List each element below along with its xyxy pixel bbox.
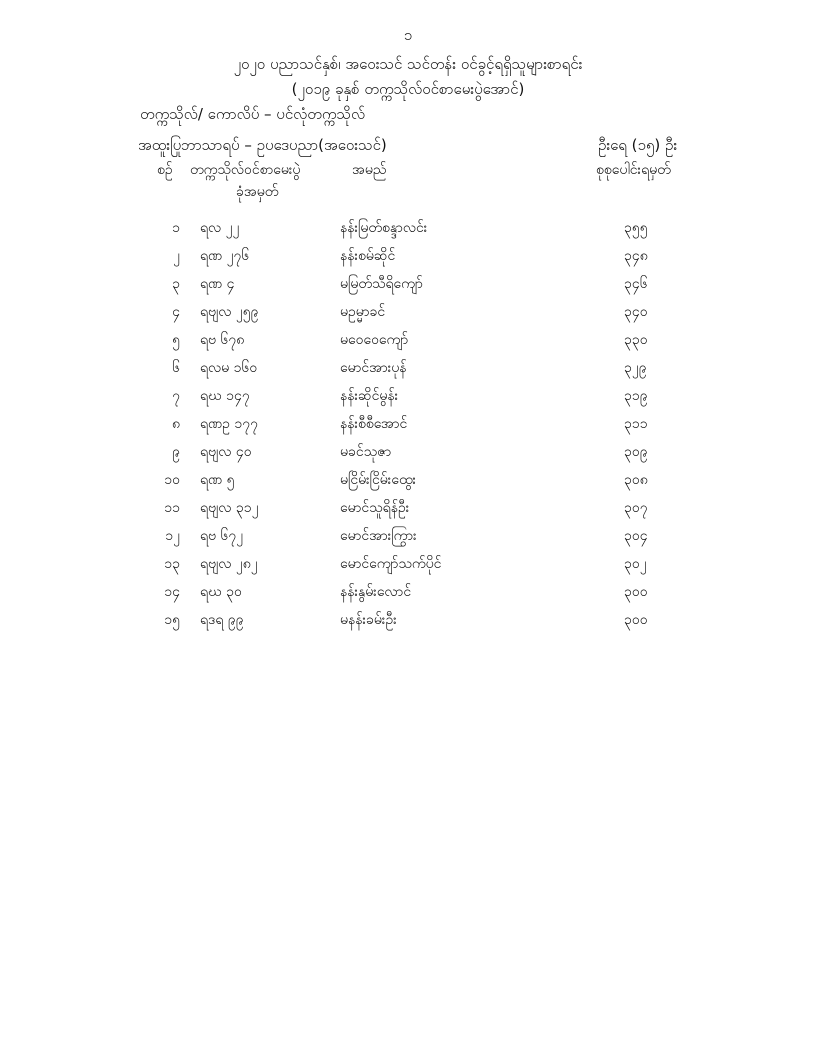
row-roll: ရဃ ၁၄၇ (200, 388, 250, 404)
document-subtitle: (၂၀၁၉ ခုနှစ် တက္ကသိုလ်ဝင်စာမေးပွဲအောင်) (291, 80, 525, 98)
row-marks: ၃၂၉ (624, 360, 647, 376)
row-roll: ရဏ ၂၇၆ (200, 248, 250, 264)
table-row (0, 554, 816, 582)
table-row (0, 526, 816, 554)
row-roll: ရဗျလ ၂၅၉ (200, 304, 259, 320)
row-marks: ၃၄၆ (624, 276, 648, 292)
row-no: ၈ (172, 416, 180, 432)
row-roll: ရလ ၂၂ (200, 220, 240, 236)
table-row (0, 246, 816, 274)
row-marks: ၃၀၈ (624, 472, 648, 488)
table-row (0, 470, 816, 498)
row-roll: ရဒရ ၉၉ (200, 612, 244, 628)
row-marks: ၃၁၉ (624, 388, 648, 404)
row-no: ၇ (172, 388, 180, 404)
table-row (0, 582, 816, 610)
row-marks: ၃၀၉ (624, 444, 648, 460)
row-marks: ၃၅၅ (624, 220, 648, 236)
row-name: မငြိမ်းငြိမ်းထွေး (340, 472, 417, 488)
table-row (0, 414, 816, 442)
row-no: ၆ (172, 360, 180, 376)
university-line: တက္ကသိုလ်/ ကောလိပ် – ပင်လုံတက္ကသိုလ် (140, 105, 366, 123)
row-name: နန်းစီစီအောင် (340, 416, 408, 432)
row-no: ၁ (172, 220, 180, 236)
row-roll: ရဗ ၆၇၂ (200, 528, 244, 544)
row-roll: ရဏ ၅ (200, 472, 235, 488)
row-name: မဝေဝေကျော် (340, 332, 409, 348)
row-name: မဥမ္မာခင် (340, 304, 386, 320)
table-row (0, 218, 816, 246)
row-no: ၄ (172, 304, 180, 320)
student-count: ဦးရေ (၁၅) ဦး (598, 136, 678, 154)
row-name: နန်းဆိုင်မွန်း (340, 388, 399, 404)
row-marks: ၃၀၇ (624, 500, 648, 516)
document-title: ၂၀၂၀ ပညာသင်နှစ်၊ အဝေးသင် သင်တန်း ဝင်ခွင့်ရရှိသူများစာရင်း (233, 55, 583, 73)
row-no: ၉ (172, 444, 180, 460)
row-no: ၅ (172, 332, 180, 348)
row-no: ၂ (173, 248, 180, 264)
header-roll: တက္ကသိုလ်ဝင်စာမေးပွဲ (190, 162, 301, 178)
table-row (0, 302, 816, 330)
table-row (0, 386, 816, 414)
row-roll: ရဗျလ ၄၀ (200, 444, 252, 460)
row-no: ၃ (172, 276, 180, 292)
table-row (0, 274, 816, 302)
row-no: ၁၃ (164, 556, 180, 572)
header-name: အမည် (352, 162, 387, 178)
row-roll: ရဃ ၃၀ (200, 584, 242, 600)
row-no: ၁၂ (165, 528, 180, 544)
row-marks: ၃၄၀ (624, 304, 648, 320)
row-marks: ၃၄၈ (624, 248, 648, 264)
row-name: မောင်အားပုန် (340, 360, 407, 376)
row-name: နန်းနွမ်းလောင် (340, 584, 412, 600)
table-row (0, 358, 816, 386)
row-no: ၁၄ (164, 584, 180, 600)
row-name: မခင်သုဇာ (340, 444, 392, 460)
major-line: အထူးပြုဘာသာရပ် – ဥပဒေပညာ(အဝေးသင်) (138, 136, 387, 154)
student-list (0, 218, 816, 638)
row-marks: ၃၁၁ (624, 416, 648, 432)
row-roll: ရဗ ၆၇၈ (200, 332, 245, 348)
row-name: မောင်သူရိန်ဦး (340, 500, 410, 516)
table-row (0, 330, 816, 358)
row-no: ၁၁ (164, 500, 180, 516)
table-row (0, 610, 816, 638)
row-name: နန်းမြတ်စန္ဒာလင်း (340, 220, 428, 236)
page-number: ၁ (403, 26, 413, 44)
row-name: မနန်းခမ်းဦး (340, 612, 397, 628)
row-name: မောင်အားကြွား (340, 528, 417, 544)
row-marks: ၃၀၀ (624, 612, 648, 628)
header-roll-2: ခုံအမှတ် (236, 184, 279, 200)
table-row (0, 498, 816, 526)
row-no: ၁၀ (164, 472, 180, 488)
row-marks: ၃၃၀ (624, 332, 648, 348)
row-marks: ၃၀၂ (624, 556, 647, 572)
row-roll: ရဏ ၄ (200, 276, 235, 292)
row-no: ၁၅ (164, 612, 180, 628)
row-name: မောင်ကျော်သက်ပိုင် (340, 556, 442, 572)
row-name: နန်းစမ်ဆိုင် (340, 248, 396, 264)
header-no: စဉ် (157, 162, 173, 178)
header-marks: စုစုပေါင်းရမှတ် (596, 162, 671, 178)
row-roll: ရဗျလ ၃၁၂ (200, 500, 259, 516)
row-roll: ရဏဥ ၁၇၇ (200, 416, 258, 432)
row-name: မမြတ်သီရိကျော် (340, 276, 423, 292)
row-marks: ၃၀၀ (624, 584, 648, 600)
row-marks: ၃၀၄ (624, 528, 648, 544)
table-row (0, 442, 816, 470)
row-roll: ရဗျလ ၂၈၂ (200, 556, 258, 572)
row-roll: ရလမ ၁၆၀ (200, 360, 258, 376)
